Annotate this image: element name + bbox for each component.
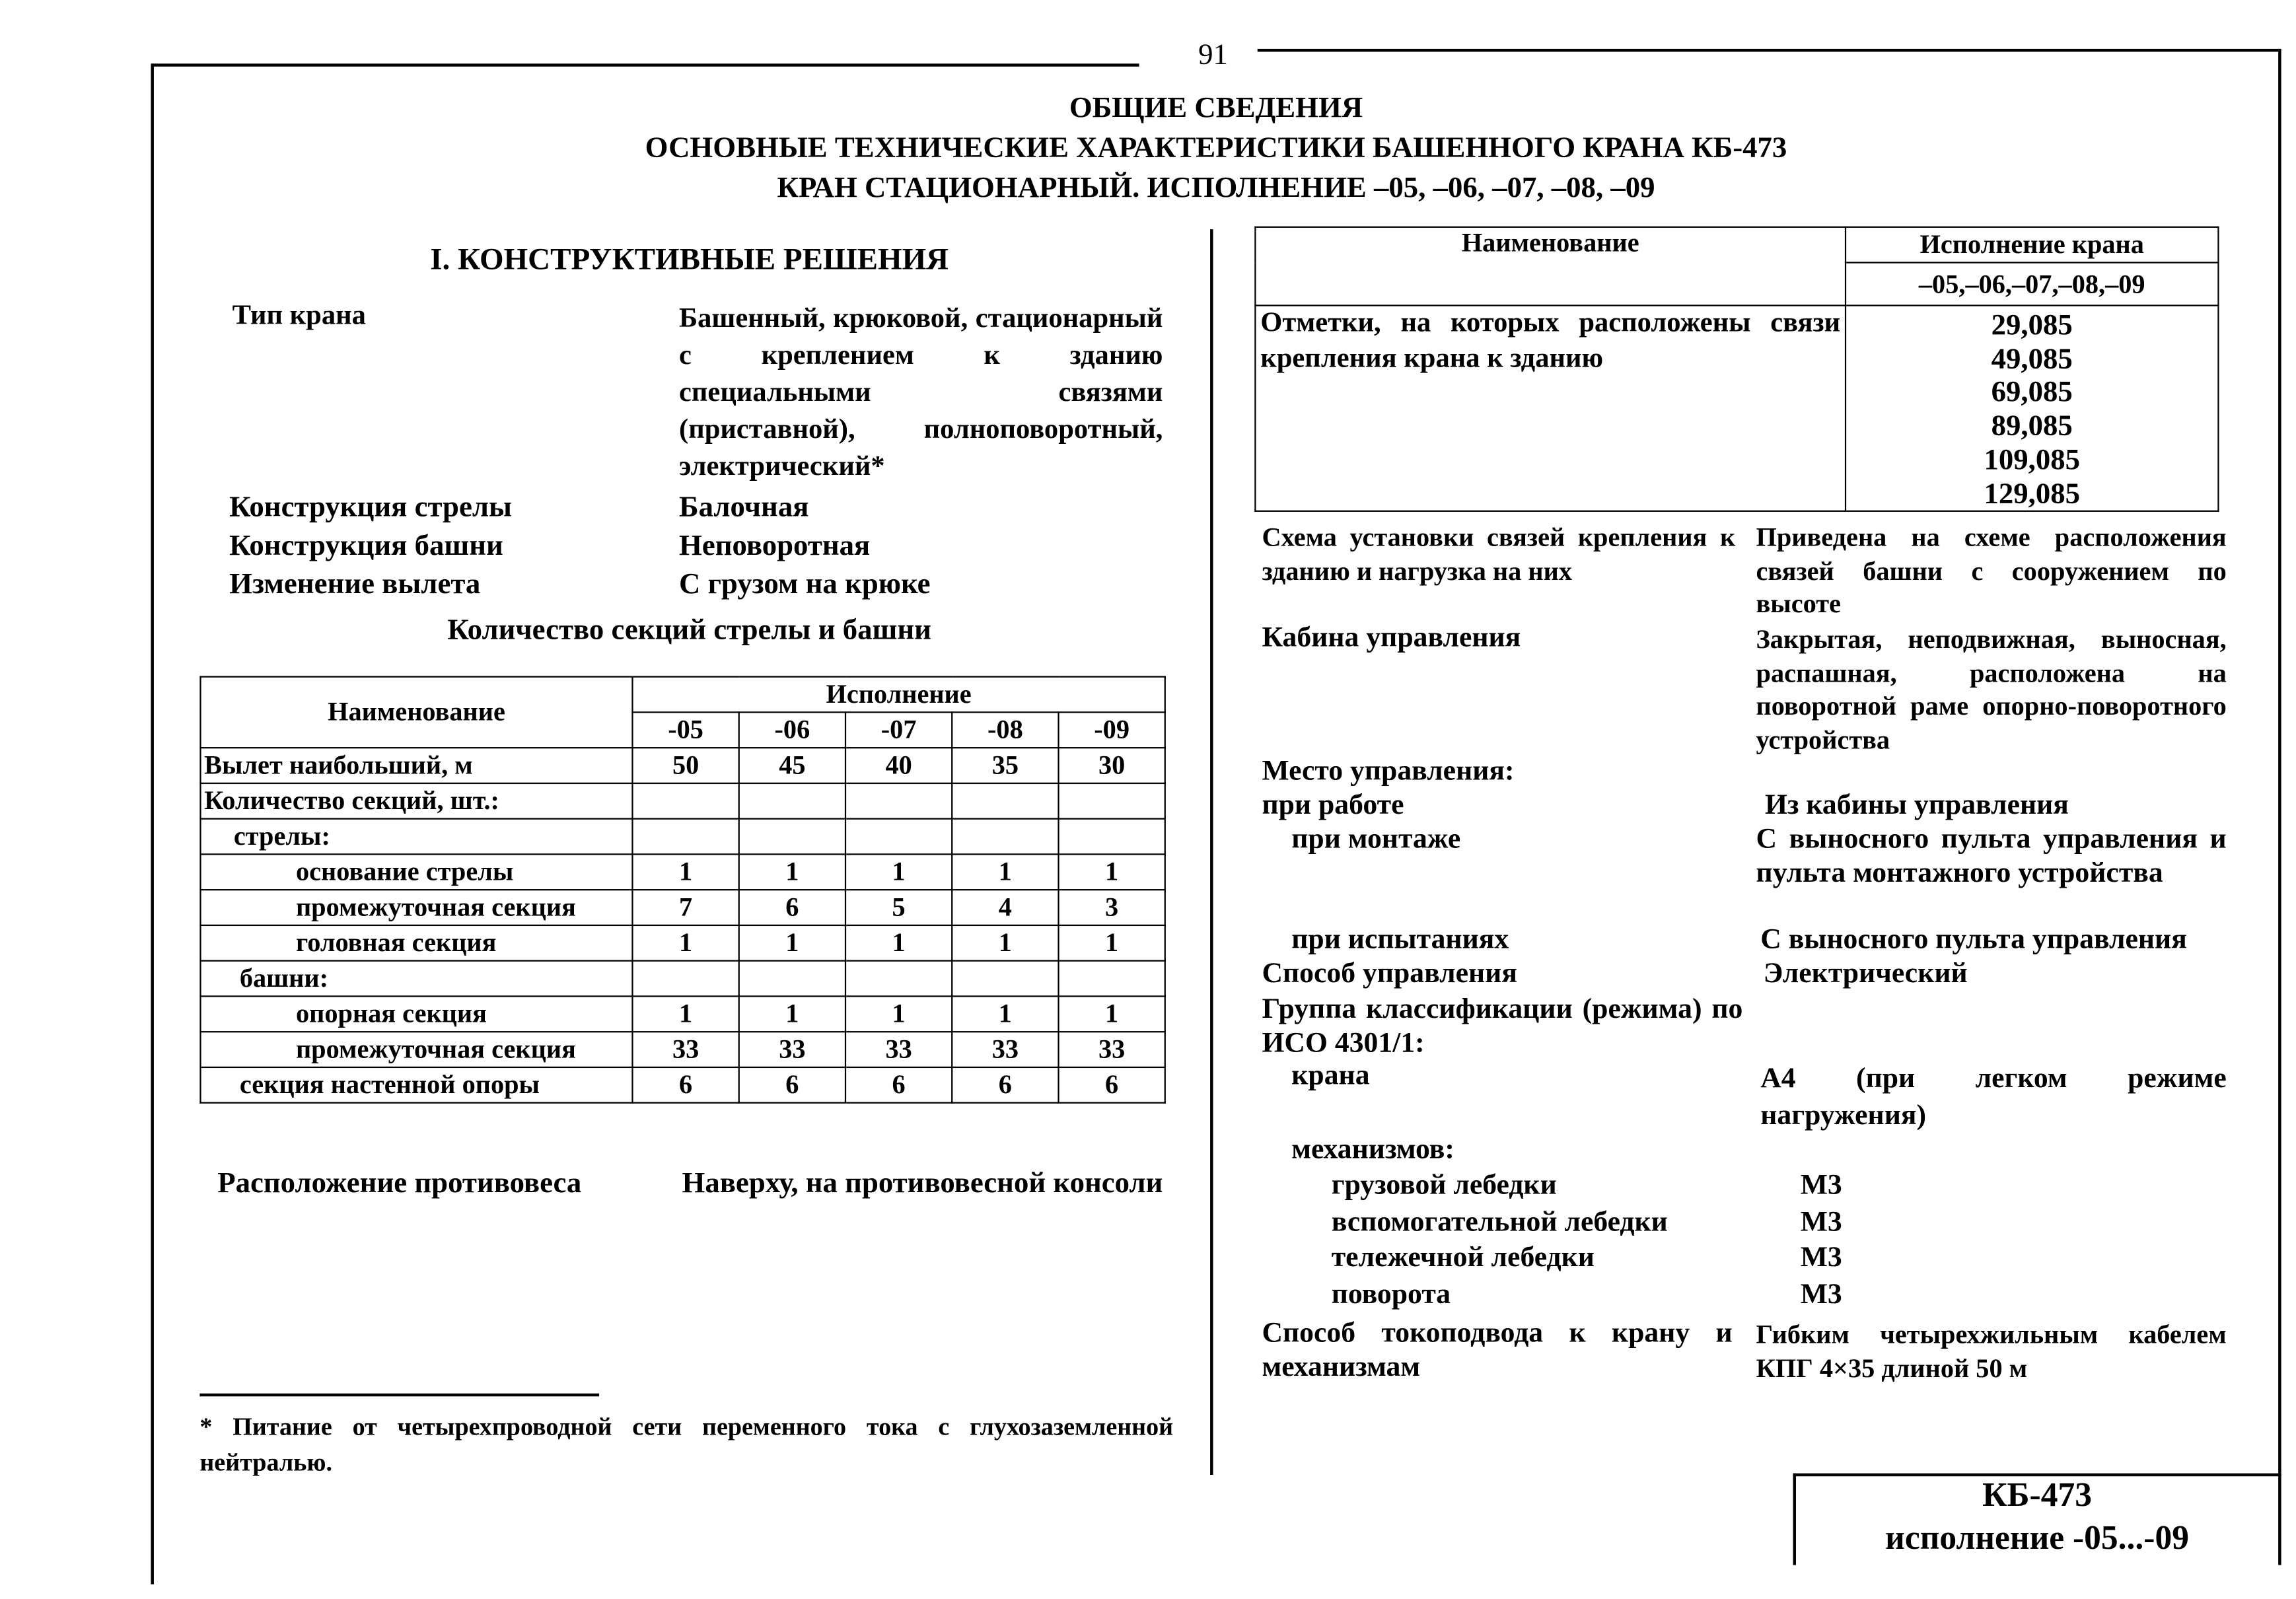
cell-value: 40: [845, 748, 952, 783]
cell-value: 6: [845, 1067, 952, 1103]
row-label: Конструкция стрелы: [229, 491, 512, 524]
cell-value: 1: [952, 925, 1058, 961]
cell-value: 1: [845, 996, 952, 1032]
row-name: промежуточная секция: [200, 1032, 632, 1067]
row-label: Тип крана: [232, 300, 366, 332]
cell-value: 45: [739, 748, 845, 783]
row-label: Конструкция башни: [229, 529, 503, 563]
cell-value: [739, 961, 845, 997]
elevation-value: 49,085: [1991, 342, 2073, 376]
section-title: I. КОНСТРУКТИВНЫЕ РЕШЕНИЯ: [430, 241, 949, 277]
cell-value: 1: [632, 925, 738, 961]
column-header: -05: [632, 712, 738, 748]
row-name: секция настенной опоры: [200, 1067, 632, 1103]
cell-value: 3: [1059, 890, 1165, 925]
cell-value: 6: [952, 1067, 1058, 1103]
elevation-value: 69,085: [1991, 376, 2073, 409]
cell-value: 30: [1059, 748, 1165, 783]
cell-value: 1: [739, 996, 845, 1032]
table-row: [200, 961, 1165, 997]
row-name: Количество секций, шт.:: [200, 783, 632, 819]
frame-top-left: [153, 63, 1139, 66]
row-value: М3: [1800, 1170, 1842, 1201]
row-value: Балочная: [679, 491, 809, 524]
cell-value: 1: [739, 925, 845, 961]
row-label: грузовой лебедки: [1331, 1170, 1557, 1201]
frame-right: [2278, 49, 2281, 1565]
header-group: Исполнение: [632, 677, 1165, 713]
row-label: Схема установки связей крепления к зданию и нагрузка на них: [1262, 522, 1736, 585]
row-value: А4 (при легком режиме нагружения): [1760, 1063, 2227, 1132]
row-label: при работе: [1262, 789, 1404, 822]
row-label: Место управления:: [1262, 756, 1515, 787]
cell-value: 1: [845, 854, 952, 890]
cell-value: 33: [632, 1032, 738, 1067]
cell-value: [845, 819, 952, 855]
row-value: С грузом на крюке: [679, 568, 931, 601]
row-name: головная секция: [200, 925, 632, 961]
elevation-value: 89,085: [1991, 409, 2073, 443]
row-name: Вылет наибольший, м: [200, 748, 632, 783]
elevation-value: 129,085: [1984, 477, 2081, 510]
row-label: Способ управления: [1262, 958, 1517, 990]
title-line-3: КРАН СТАЦИОНАРНЫЙ. ИСПОЛНЕНИЕ –05, –06, –07, –08, –09: [777, 171, 1655, 205]
cell-value: 5: [845, 890, 952, 925]
cell-value: 33: [739, 1032, 845, 1067]
row-value: Электрический: [1763, 958, 1968, 990]
row-value: Из кабины управления: [1764, 789, 2069, 822]
column-header: -09: [1059, 712, 1165, 748]
title-line-1: ОБЩИЕ СВЕДЕНИЯ: [1069, 91, 1363, 125]
counterweight-value: Наверху, на противовесной консоли: [682, 1167, 1163, 1200]
cell-value: [739, 819, 845, 855]
cell-value: 1: [632, 996, 738, 1032]
footnote: * Питание от четырехпроводной сети переменного тока с глухозаземленной нейтралью.: [199, 1412, 1174, 1477]
row-label: Изменение вылета: [229, 568, 481, 601]
elevation-value: 109,085: [1984, 443, 2081, 476]
row-label: поворота: [1331, 1279, 1451, 1311]
table-row: [200, 783, 1165, 819]
row-label: при монтаже: [1291, 824, 1461, 855]
header-group: Исполнение крана: [1846, 227, 2218, 263]
cell-value: 6: [1059, 1067, 1165, 1103]
table-row: [200, 748, 1165, 783]
cell-value: 7: [632, 890, 738, 925]
row-label: при испытаниях: [1291, 924, 1509, 956]
row-label: механизмов:: [1291, 1134, 1454, 1166]
cell-value: 35: [952, 748, 1058, 783]
page-number: 91: [1198, 38, 1228, 71]
row-value: Гибким четырехжильным кабелем КПГ 4×35 длиной 50 м: [1756, 1319, 2227, 1382]
row-name: опорная секция: [200, 996, 632, 1032]
row-label: вспомогательной лебедки: [1331, 1207, 1668, 1238]
title-line-2: ОСНОВНЫЕ ТЕХНИЧЕСКИЕ ХАРАКТЕРИСТИКИ БАШЕННОГО КРАНА КБ-473: [645, 131, 1787, 164]
footnote-rule: [199, 1394, 599, 1396]
header-name: Наименование: [200, 677, 632, 748]
table-row: [200, 1032, 1165, 1067]
row-value: С выносного пульта управления и пульта монтажного устройства: [1756, 824, 2227, 888]
header-name: Наименование: [1255, 227, 1846, 306]
cell-value: 1: [632, 854, 738, 890]
cell-value: [845, 783, 952, 819]
row-name: основание стрелы: [200, 854, 632, 890]
row-name: башни:: [200, 961, 632, 997]
cell-value: 33: [952, 1032, 1058, 1067]
anchor-table: [1254, 227, 2219, 513]
row-value: М3: [1800, 1242, 1842, 1274]
row-value: Приведена на схеме расположения связей башни с сооружением по высоте: [1756, 522, 2227, 619]
cell-value: 4: [952, 890, 1058, 925]
column-header: -07: [845, 712, 952, 748]
header-sub: –05,–06,–07,–08,–09: [1846, 263, 2218, 306]
row-name: промежуточная секция: [200, 890, 632, 925]
cell-value: 1: [1059, 925, 1165, 961]
table-row: [200, 819, 1165, 855]
row-label: крана: [1291, 1060, 1370, 1092]
cell-value: 6: [739, 890, 845, 925]
counterweight-label: Расположение противовеса: [217, 1167, 582, 1200]
cell-value: 33: [1059, 1032, 1165, 1067]
cell-value: [952, 783, 1058, 819]
row-name: Отметки, на которых расположены связи крепления крана к зданию: [1255, 305, 1846, 511]
row-value: С выносного пульта управления: [1760, 924, 2187, 956]
sections-table: [199, 676, 1166, 1104]
frame-top-right: [1258, 49, 2280, 52]
table-row: [200, 890, 1165, 925]
cell-value: [632, 783, 738, 819]
table-row: [200, 996, 1165, 1032]
cell-value: [952, 961, 1058, 997]
cell-value: 50: [632, 748, 738, 783]
row-label: Группа классификации (режима) по ИСО 4301/1:: [1262, 994, 1743, 1059]
cell-value: 1: [845, 925, 952, 961]
row-value: Неповоротная: [679, 529, 871, 563]
cell-value: 1: [952, 854, 1058, 890]
table-title: Количество секций стрелы и башни: [447, 614, 931, 647]
cell-value: [1059, 961, 1165, 997]
cell-value: [1059, 819, 1165, 855]
row-value: Башенный, крюковой, стационарный с креплением к зданию специальными связями (приставной), полноповоротный, электрический*: [679, 303, 1163, 483]
row-label: Способ токоподвода к крану и механизмам: [1262, 1318, 1733, 1382]
cell-value: [845, 961, 952, 997]
row-value: М3: [1800, 1207, 1842, 1238]
cell-value: 1: [1059, 996, 1165, 1032]
row-label: тележечной лебедки: [1331, 1242, 1595, 1274]
cell-value: 1: [739, 854, 845, 890]
elevation-value: 29,085: [1991, 309, 2073, 342]
cell-value: 6: [739, 1067, 845, 1103]
cell-value: [739, 783, 845, 819]
column-header: -08: [952, 712, 1058, 748]
stamp-line-2: исполнение -05...-09: [1885, 1519, 2189, 1557]
cell-value: [632, 819, 738, 855]
row-name: стрелы:: [200, 819, 632, 855]
cell-value: [1059, 783, 1165, 819]
cell-value: 1: [1059, 854, 1165, 890]
row-value: Закрытая, неподвижная, выносная, распашная, расположена на поворотной раме опорно-поворотного устройства: [1756, 624, 2227, 754]
column-divider: [1210, 229, 1213, 1475]
frame-left: [151, 63, 153, 1584]
row-label: Кабина управления: [1262, 622, 1521, 654]
cell-value: 1: [952, 996, 1058, 1032]
cell-value: [952, 819, 1058, 855]
table-row: [200, 854, 1165, 890]
cell-value: 33: [845, 1032, 952, 1067]
cell-value: 6: [632, 1067, 738, 1103]
cell-value: [632, 961, 738, 997]
row-value: М3: [1800, 1279, 1842, 1311]
column-header: -06: [739, 712, 845, 748]
stamp-line-1: КБ-473: [1982, 1476, 2092, 1514]
table-row: [200, 1067, 1165, 1103]
table-row: [200, 925, 1165, 961]
